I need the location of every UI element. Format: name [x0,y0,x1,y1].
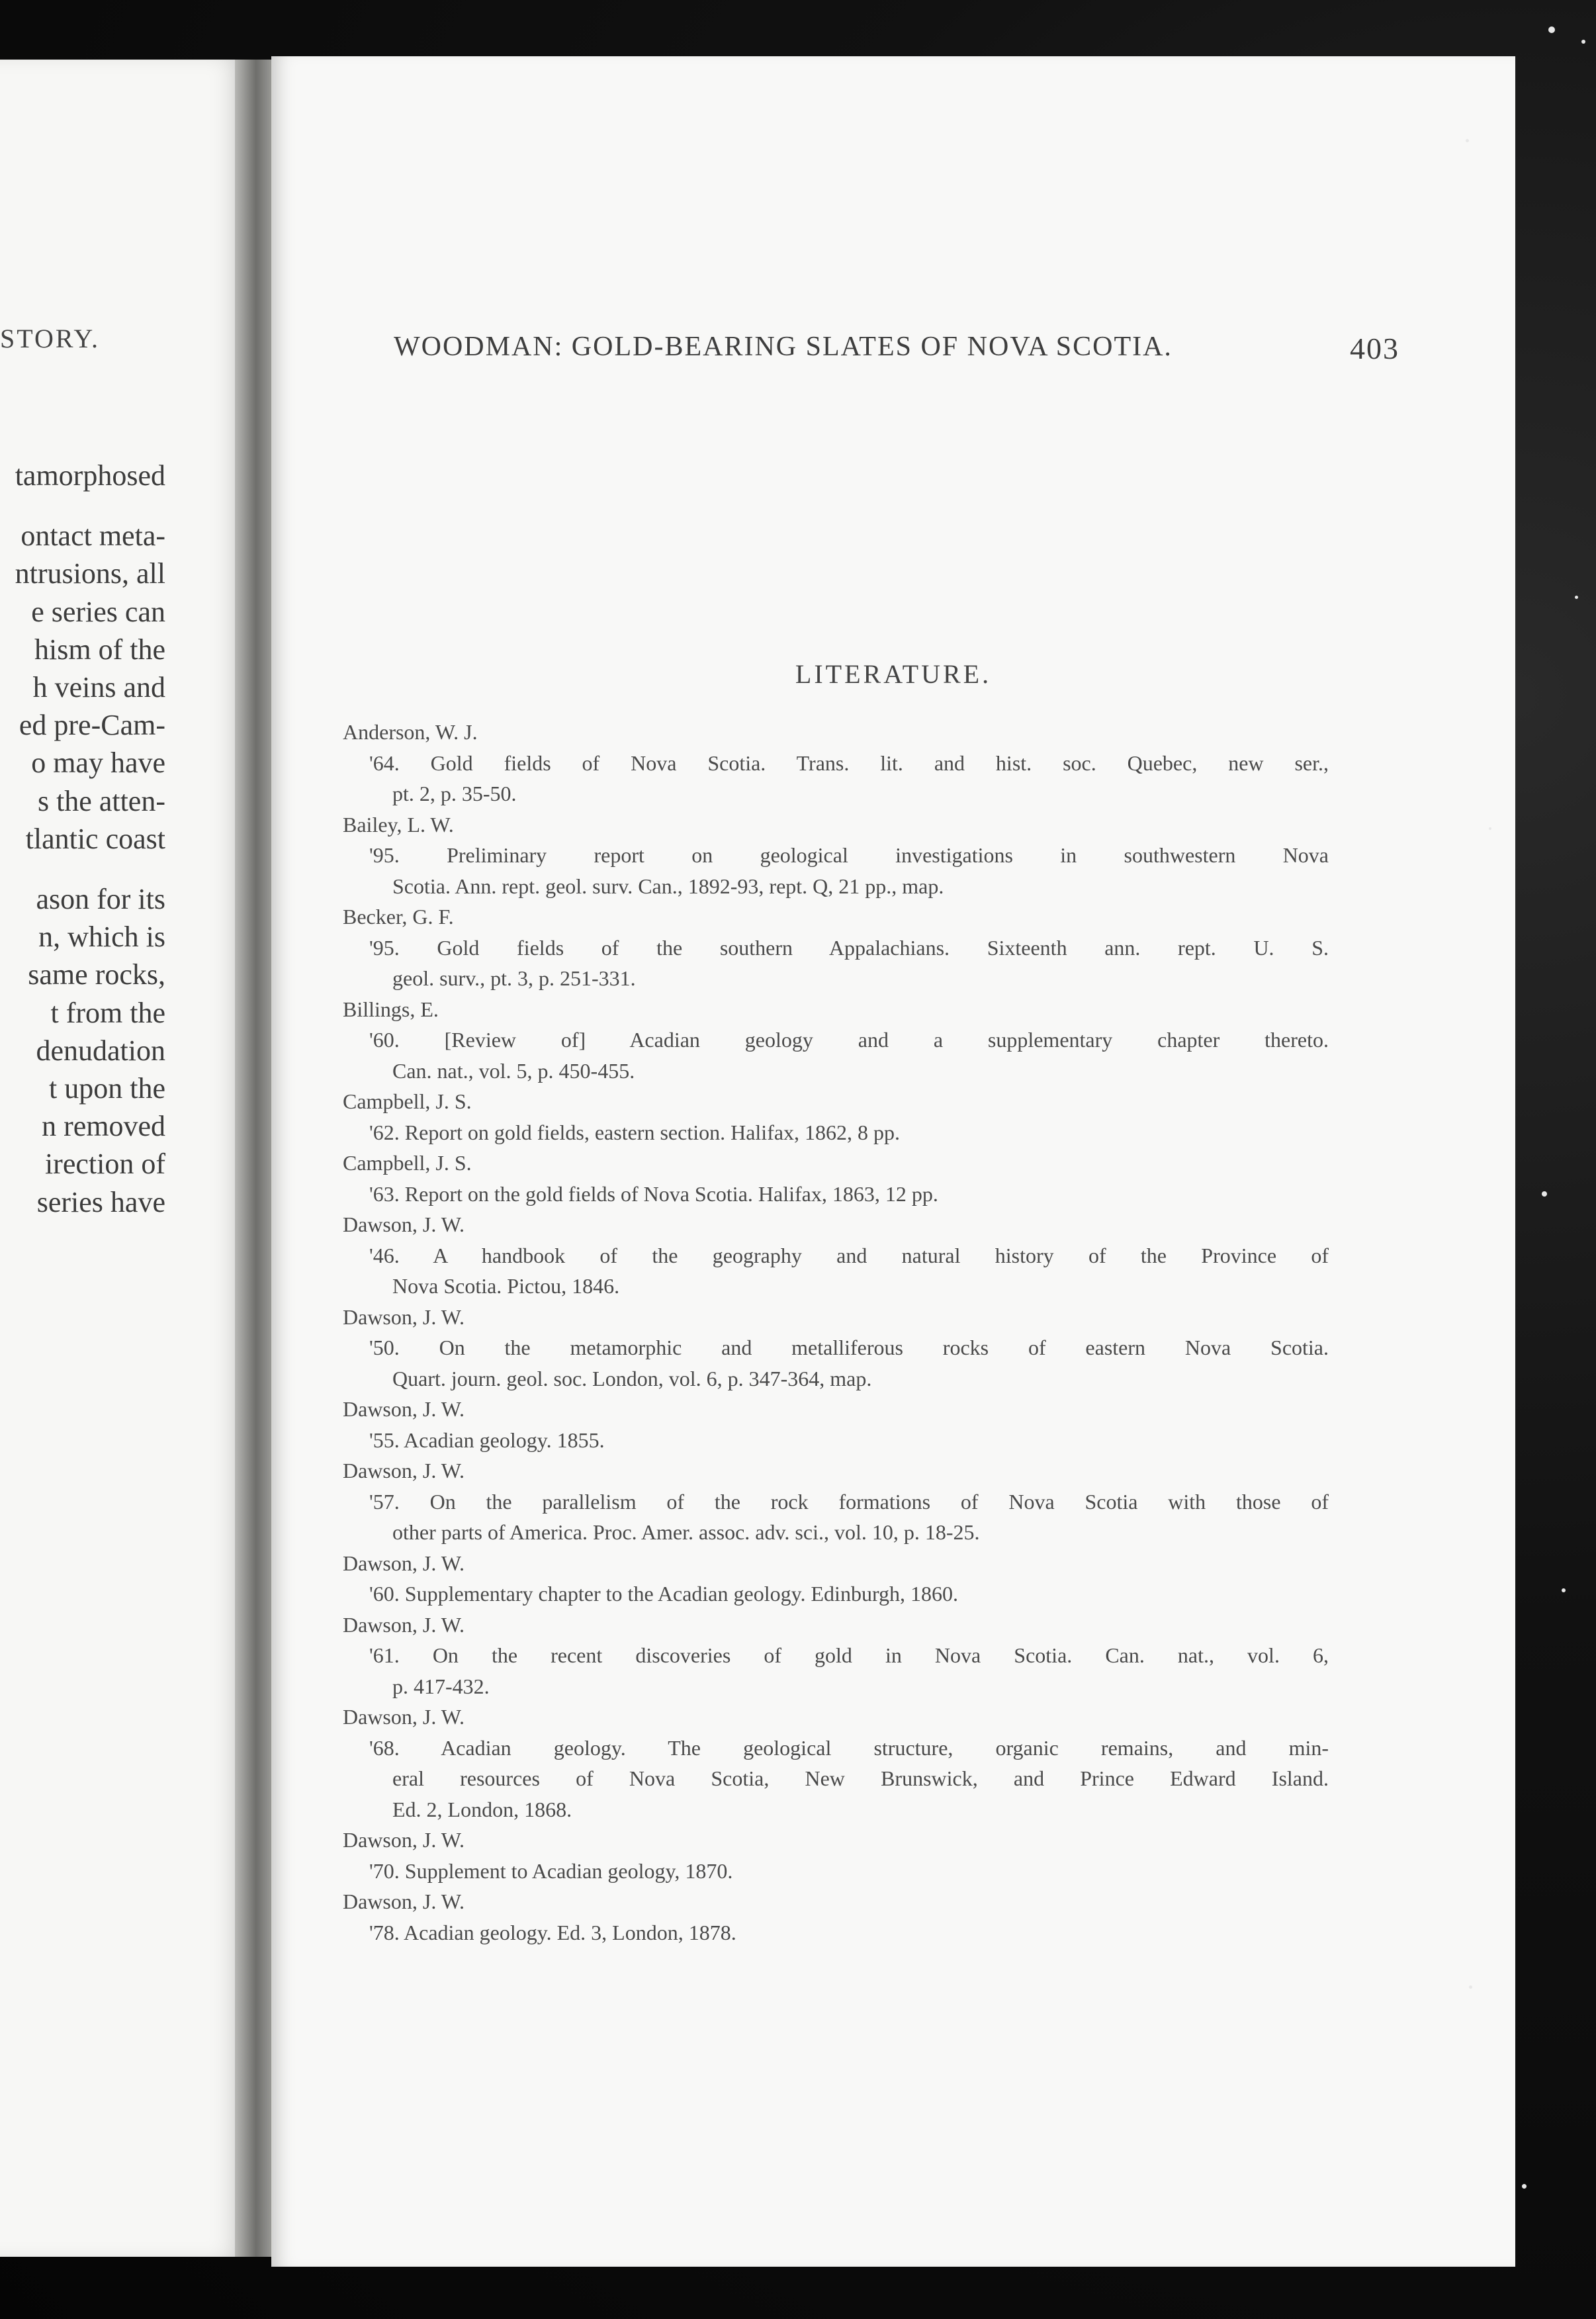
reference-item [343,1302,1329,1394]
reference-item [343,1610,1329,1702]
reference-line: pt. 2, p. 35-50. [392,782,517,805]
reference-entry [343,1117,1329,1148]
reference-author: Bailey, L. W. [343,812,454,837]
reference-line: Ed. 2, London, 1868. [392,1797,572,1821]
reference-item [343,1702,1329,1825]
reference-line: '63. Report on the gold fields of Nova Scotia. Halifax, 1863, 12 pp. [369,1181,938,1206]
reference-line: '55. Acadian geology. 1855. [369,1428,605,1452]
reference-line: '64. Gold fields of Nova Scotia. Trans. lit. and hist. soc. Quebec, new ser., [369,750,1329,775]
reference-entry [343,932,1329,994]
running-head [394,331,1399,363]
reference-entry [343,1856,1329,1887]
reference-author: Dawson, J. W. [343,1705,465,1729]
reference-entry [343,1733,1329,1825]
reference-list [343,717,1329,1948]
scan-speck [1575,596,1578,599]
left-text-line: tamorphosed [15,459,165,492]
reference-item [343,1825,1329,1886]
reference-line: other parts of America. Proc. Amer. assoc. adv. sci., vol. 10, p. 18-25. [392,1520,980,1544]
reference-entry [343,1917,1329,1948]
reference-item [343,809,1329,902]
left-text-line: ntrusions, all [15,557,165,590]
left-text-line: ason for its [36,883,165,916]
right-page [271,56,1515,2267]
reference-line: eral resources of Nova Scotia, New Brunswick, and Prince Edward Island. [392,1766,1329,1790]
scan-speck [1548,26,1555,33]
running-title: WOODMAN: GOLD-BEARING SLATES OF NOVA SCOTIA. [394,332,1173,362]
scan-speck [1466,139,1469,142]
section-heading: LITERATURE. [795,659,992,689]
reference-entry [343,1240,1329,1302]
reference-line: geol. surv., pt. 3, p. 251-331. [392,966,636,990]
left-text-line: hism of the [34,633,165,666]
reference-author: Dawson, J. W. [343,1459,465,1482]
reference-line: '50. On the metamorphic and metalliferous rocks of eastern Nova Scotia. [369,1336,1329,1359]
reference-entry [343,1578,1329,1610]
left-text-line: n removed [42,1110,165,1143]
reference-entry [343,1425,1329,1456]
left-running-head: STORY. [0,324,101,353]
reference-author: Dawson, J. W. [343,1397,465,1421]
reference-item [343,1886,1329,1948]
reference-item [343,1394,1329,1455]
reference-line: '78. Acadian geology. Ed. 3, London, 1878. [369,1920,736,1944]
left-text-line: tlantic coast [25,822,165,855]
left-text-line: n, which is [38,921,165,954]
reference-line: '68. Acadian geology. The geological structure, organic remains, and min- [369,1735,1329,1760]
reference-entry [343,1640,1329,1702]
reference-line: '57. On the parallelism of the rock formations of Nova Scotia with those of [369,1489,1329,1514]
left-text-line: irection of [44,1148,165,1181]
left-text-line: t from the [50,996,165,1029]
reference-item [343,901,1329,994]
reference-item [343,1455,1329,1548]
left-text-line: denudation [36,1034,165,1067]
reference-line: '95. Preliminary report on geological investigations in southwestern Nova [369,843,1329,867]
reference-line: '60. Supplementary chapter to the Acadian geology. Edinburgh, 1860. [369,1582,959,1606]
reference-entry [343,1486,1329,1548]
reference-line: Can. nat., vol. 5, p. 450-455. [392,1058,635,1083]
reference-entry [343,1332,1329,1394]
paragraph-gap [15,494,165,517]
left-text-line: e series can [31,595,165,628]
scan-speck [1522,2184,1527,2189]
scan-speck [1469,1985,1472,1989]
page-number: 403 [1350,332,1399,365]
scan-speck [1562,1588,1566,1592]
reference-line: Scotia. Ann. rept. geol. surv. Can., 1892-93, rept. Q, 21 pp., map. [392,874,944,898]
left-page-text [15,457,165,1221]
left-page [0,60,245,2257]
reference-item [343,1086,1329,1148]
reference-author: Dawson, J. W. [343,1212,465,1236]
scan-speck [1542,1191,1547,1197]
reference-entry [343,1024,1329,1086]
scan-speck [1581,40,1585,44]
reference-author: Billings, E. [343,997,439,1021]
reference-author: Dawson, J. W. [343,1304,465,1329]
reference-author: Dawson, J. W. [343,1889,465,1913]
left-text-line: series have [36,1185,165,1218]
reference-item [343,994,1329,1087]
left-text-line: ed pre-Cam- [19,709,165,742]
scan-speck [1489,827,1491,830]
left-text-line: t upon the [49,1072,165,1105]
reference-line: p. 417-432. [392,1674,490,1698]
reference-item [343,1148,1329,1209]
reference-line: '62. Report on gold fields, eastern section. Halifax, 1862, 8 pp. [369,1120,901,1144]
reference-line: Quart. journ. geol. soc. London, vol. 6, p. 347-364, map. [392,1366,872,1390]
left-text-line: o may have [31,747,165,780]
reference-item [343,1209,1329,1302]
left-text-line: same rocks, [28,958,165,991]
reference-author: Campbell, J. S. [343,1089,472,1113]
reference-item [343,1548,1329,1610]
reference-line: '95. Gold fields of the southern Appalachians. Sixteenth ann. rept. U. S. [369,935,1329,960]
reference-author: Anderson, W. J. [343,720,478,744]
left-text-line: ontact meta- [21,520,165,553]
left-text-line: s the atten- [37,784,165,817]
reference-author: Campbell, J. S. [343,1151,472,1175]
reference-author: Becker, G. F. [343,905,454,929]
reference-author: Dawson, J. W. [343,1828,465,1852]
reference-line: Nova Scotia. Pictou, 1846. [392,1274,620,1298]
reference-item [343,717,1329,809]
left-text-line: h veins and [32,671,165,704]
reference-entry [343,748,1329,809]
paragraph-gap [15,858,165,880]
reference-line: '70. Supplement to Acadian geology, 1870. [369,1858,733,1883]
reference-line: '60. [Review of] Acadian geology and a supplementary chapter thereto. [369,1028,1329,1052]
reference-entry [343,840,1329,901]
reference-line: '61. On the recent discoveries of gold in Nova Scotia. Can. nat., vol. 6, [369,1643,1329,1667]
reference-line: '46. A handbook of the geography and natural history of the Province of [369,1243,1329,1267]
reference-author: Dawson, J. W. [343,1612,465,1637]
reference-entry [343,1179,1329,1210]
reference-author: Dawson, J. W. [343,1551,465,1575]
